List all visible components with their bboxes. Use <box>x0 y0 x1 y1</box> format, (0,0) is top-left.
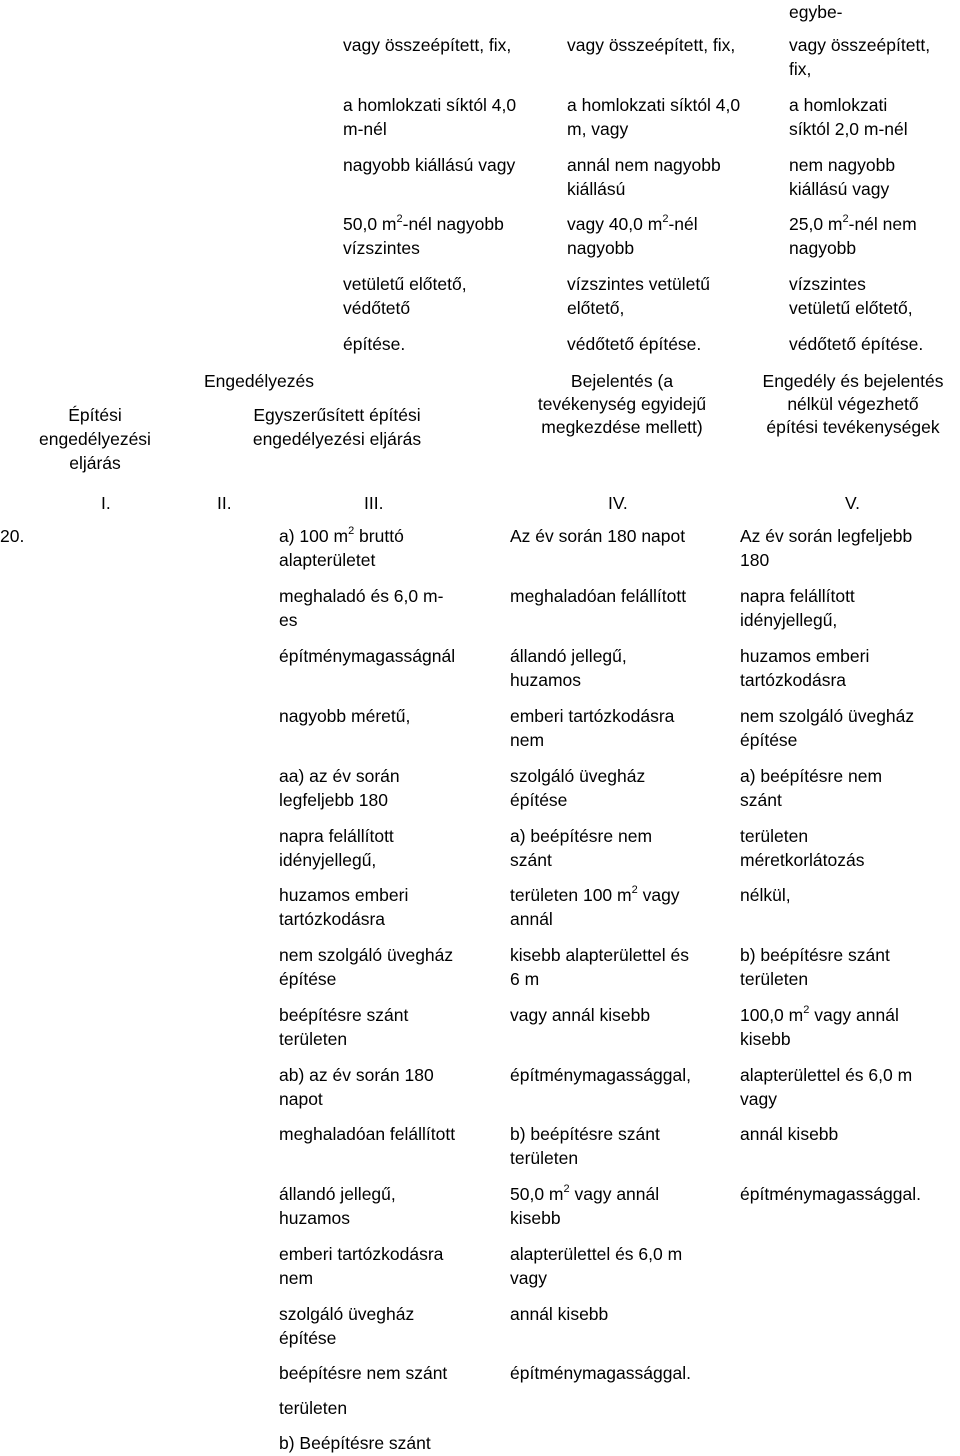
cell-text: Az év során 180 napot <box>510 526 686 546</box>
cell-text: vetületű előtető, <box>789 298 913 318</box>
cell-text: nem <box>510 730 545 750</box>
cell-text: vagy <box>740 1089 777 1109</box>
header-simplified: Egyszerűsített építési engedélyezési eljárás <box>252 405 422 449</box>
cell-text: vízszintes <box>789 274 866 294</box>
text-egybe: egybe- <box>789 2 843 22</box>
cell-text: területen 100 $m^2$ vagy <box>510 884 680 905</box>
cell-text: tartózkodásra <box>740 670 847 690</box>
cell-text: építménymagasságnál <box>279 646 456 666</box>
cell-text: szolgáló üvegház <box>510 766 646 786</box>
cell-text: tartózkodásra <box>279 909 386 929</box>
column-number: I. <box>101 493 111 513</box>
cell-text: annál <box>510 909 553 929</box>
cell-text: meghaladó és 6,0 m- <box>279 586 444 606</box>
cell-text: kisebb alapterülettel és <box>510 945 689 965</box>
cell-text: alapterületet <box>279 550 376 570</box>
cell-text: területen <box>740 826 809 846</box>
cell-text: 50,0 $m^2$ vagy annál <box>510 1183 660 1204</box>
cell-text: b) Beépítésre szánt <box>279 1433 431 1453</box>
cell-text: idényjellegű, <box>740 610 838 630</box>
cell-text: védőtető építése. <box>567 334 702 354</box>
cell-text: vagy összeépített, fix, <box>343 35 512 55</box>
cell-text: es <box>279 610 298 630</box>
cell-text: a) beépítésre nem <box>740 766 883 786</box>
cell-text: építménymagassággal, <box>510 1065 691 1085</box>
cell-text: védőtető építése. <box>789 334 924 354</box>
cell-text: annál kisebb <box>510 1304 609 1324</box>
cell-text: nagyobb kiállású vagy <box>343 155 516 175</box>
cell-text: vagy annál kisebb <box>510 1005 651 1025</box>
cell-text: fix, <box>789 59 812 79</box>
header-free-activities: Engedély és bejelentés nélkül végezhető építési tevékenységek <box>762 371 944 437</box>
cell-text: 100,0 $m^2$ vagy annál <box>740 1004 899 1025</box>
row-number: 20. <box>0 526 25 546</box>
cell-text: emberi tartózkodásra <box>510 706 675 726</box>
cell-text: huzamos <box>279 1208 351 1228</box>
cell-text: állandó jellegű, <box>510 646 627 666</box>
cell-text: vagy 40,0 $m^2$-nél <box>567 213 698 234</box>
cell-text: kiállású <box>567 179 626 199</box>
cell-text: annál kisebb <box>740 1124 839 1144</box>
cell-text: a homlokzati síktól 4,0 <box>567 95 741 115</box>
cell-text: alapterülettel és 6,0 m <box>510 1244 683 1264</box>
cell-text: 50,0 $m^2$-nél nagyobb <box>343 213 504 234</box>
cell-text: állandó jellegű, <box>279 1184 396 1204</box>
cell-text: napot <box>279 1089 323 1109</box>
cell-text: szánt <box>510 850 552 870</box>
cell-text: m-nél <box>343 119 387 139</box>
header-notification: Bejelentés (a tevékenység egyidejű megkezdése mellett) <box>537 371 707 437</box>
cell-text: m, vagy <box>567 119 629 139</box>
cell-text: napra felállított <box>279 826 394 846</box>
cell-text: 6 m <box>510 969 540 989</box>
cell-text: b) beépítésre szánt <box>740 945 890 965</box>
header-procedure: Építési engedélyezési eljárás <box>39 405 151 473</box>
cell-text: síktól 2,0 m-nél <box>789 119 908 139</box>
cell-text: kiállású vagy <box>789 179 890 199</box>
cell-text: annál nem nagyobb <box>567 155 721 175</box>
cell-text: emberi tartózkodásra <box>279 1244 444 1264</box>
cell-text: vízszintes vetületű <box>567 274 710 294</box>
cell-text: építése <box>279 969 337 989</box>
cell-text: a homlokzati síktól 4,0 <box>343 95 517 115</box>
column-number: II. <box>217 493 232 513</box>
cell-text: napra felállított <box>740 586 855 606</box>
cell-text: nem szolgáló üvegház <box>740 706 915 726</box>
cell-text: előtető, <box>567 298 625 318</box>
cell-text: területen <box>510 1148 579 1168</box>
cell-text: építménymagassággal. <box>740 1184 921 1204</box>
cell-text: nagyobb <box>567 238 635 258</box>
cell-text: huzamos emberi <box>740 646 870 666</box>
cell-text: építése <box>279 1328 337 1348</box>
cell-text: építése <box>510 790 568 810</box>
cell-text: területen <box>740 969 809 989</box>
cell-text: építése. <box>343 334 406 354</box>
cell-text: nem szolgáló üvegház <box>279 945 454 965</box>
cell-text: beépítésre nem szánt <box>279 1363 448 1383</box>
cell-text: Az év során legfeljebb <box>740 526 913 546</box>
cell-text: szánt <box>740 790 782 810</box>
cell-text: nem <box>279 1268 314 1288</box>
cell-text: meghaladóan felállított <box>279 1124 456 1144</box>
cell-text: nagyobb <box>789 238 857 258</box>
cell-text: nélkül, <box>740 885 791 905</box>
cell-text: vagy <box>510 1268 547 1288</box>
cell-text: méretkorlátozás <box>740 850 865 870</box>
column-number: IV. <box>608 493 628 513</box>
cell-text: alapterülettel és 6,0 m <box>740 1065 913 1085</box>
cell-text: védőtető <box>343 298 411 318</box>
cell-text: meghaladóan felállított <box>510 586 687 606</box>
cell-text: huzamos emberi <box>279 885 409 905</box>
cell-text: szolgáló üvegház <box>279 1304 415 1324</box>
cell-text: területen <box>279 1398 348 1418</box>
cell-text: kisebb <box>740 1029 791 1049</box>
cell-text: a) beépítésre nem <box>510 826 653 846</box>
cell-text: területen <box>279 1029 348 1049</box>
header-permitting: Engedélyezés <box>204 371 314 391</box>
column-number: V. <box>845 493 860 513</box>
cell-text: ab) az év során 180 <box>279 1065 434 1085</box>
cell-text: idényjellegű, <box>279 850 377 870</box>
column-number: III. <box>364 493 384 513</box>
cell-text: b) beépítésre szánt <box>510 1124 660 1144</box>
cell-text: nem nagyobb <box>789 155 896 175</box>
cell-text: kisebb <box>510 1208 561 1228</box>
cell-text: legfeljebb 180 <box>279 790 388 810</box>
cell-text: beépítésre szánt <box>279 1005 409 1025</box>
cell-text: a homlokzati <box>789 95 888 115</box>
cell-text: 180 <box>740 550 770 570</box>
cell-text: vízszintes <box>343 238 420 258</box>
cell-text: vagy összeépített, <box>789 35 931 55</box>
cell-text: vagy összeépített, fix, <box>567 35 736 55</box>
cell-text: aa) az év során <box>279 766 400 786</box>
cell-text: építése <box>740 730 798 750</box>
cell-text: vetületű előtető, <box>343 274 467 294</box>
cell-text: a) 100 $m^2$ bruttó <box>279 525 404 546</box>
cell-text: 25,0 $m^2$-nél nem <box>789 213 917 234</box>
cell-text: nagyobb méretű, <box>279 706 411 726</box>
cell-text: építménymagassággal. <box>510 1363 691 1383</box>
cell-text: huzamos <box>510 670 582 690</box>
